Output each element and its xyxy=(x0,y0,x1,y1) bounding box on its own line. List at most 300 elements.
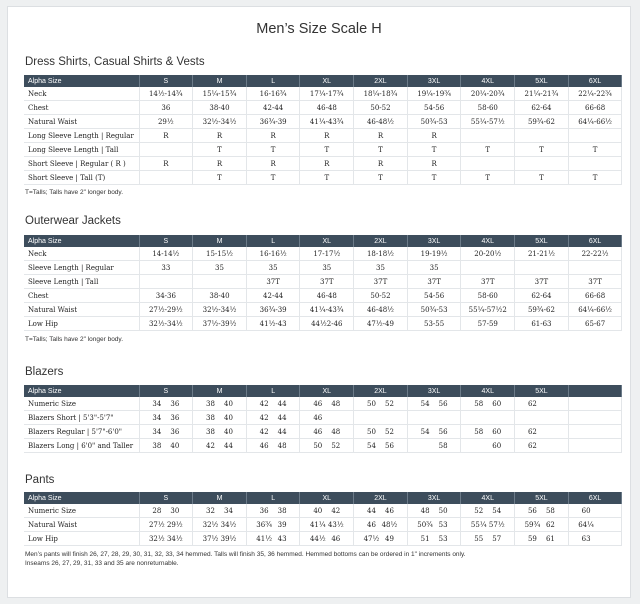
table-cell: 21¼-21¾ xyxy=(515,87,569,101)
cell-value: 32½ xyxy=(202,520,219,529)
table-cell: 46-48 xyxy=(300,289,354,303)
header-size: 3XL xyxy=(407,385,461,397)
cell-value: 34 xyxy=(224,506,233,515)
pants-table xyxy=(24,492,622,546)
cell-value: 42 xyxy=(206,441,215,450)
cell-value: 38 xyxy=(277,506,287,515)
table-cell xyxy=(568,129,622,143)
cell-value: 46 xyxy=(366,520,376,529)
cell-value: 60 xyxy=(492,427,502,436)
cell-value: 58 xyxy=(545,506,555,515)
table-cell: 15¼-15¾ xyxy=(193,87,247,101)
table-cell: R xyxy=(354,129,408,143)
header-alpha-size: Alpha Size xyxy=(24,75,139,87)
cell-value: 42 xyxy=(331,506,341,515)
table-cell xyxy=(246,532,300,546)
cell-value: 50 xyxy=(366,427,376,436)
table-row xyxy=(24,411,622,425)
cell-value: 32 xyxy=(206,506,215,515)
table-cell: T xyxy=(461,171,515,185)
table-row xyxy=(24,115,622,129)
table-cell-empty xyxy=(568,411,622,425)
table-cell xyxy=(139,397,193,411)
table-cell xyxy=(407,439,461,453)
header-row xyxy=(24,235,622,247)
table-cell: R xyxy=(193,129,247,143)
header-size: 5XL xyxy=(515,235,569,247)
table-cell: 36¾-39 xyxy=(246,115,300,129)
table-cell xyxy=(139,143,193,157)
table-row xyxy=(24,504,622,518)
table-cell xyxy=(461,411,515,425)
cell-value: 63 xyxy=(581,534,591,543)
table-cell: 20-20½ xyxy=(461,247,515,261)
table-row xyxy=(24,303,622,317)
table-cell xyxy=(354,518,408,532)
table-cell: 65-67 xyxy=(568,317,622,331)
row-label: Chest xyxy=(24,289,139,303)
cell-value: 40 xyxy=(224,427,233,436)
cell-value: 62 xyxy=(545,520,555,529)
table-cell: 50¾-53 xyxy=(407,115,461,129)
table-cell: R xyxy=(246,129,300,143)
table-cell: 37T xyxy=(246,275,300,289)
cell-value: 48 xyxy=(331,427,341,436)
table-cell xyxy=(300,518,354,532)
table-cell: 20¼-20¾ xyxy=(461,87,515,101)
table-cell xyxy=(461,157,515,171)
header-alpha-size: Alpha Size xyxy=(24,492,139,504)
table-cell xyxy=(461,504,515,518)
row-label: Chest xyxy=(24,101,139,115)
table-cell xyxy=(193,425,247,439)
table-cell: 35 xyxy=(354,261,408,275)
cell-value: 61 xyxy=(545,534,555,543)
table-cell: 37½-39½ xyxy=(193,317,247,331)
table-row xyxy=(24,157,622,171)
cell-value: 54 xyxy=(366,441,376,450)
row-label: Low Hip xyxy=(24,317,139,331)
row-label: Long Sleeve Length | Tall xyxy=(24,143,139,157)
table-cell xyxy=(193,532,247,546)
table-cell: 54-56 xyxy=(407,289,461,303)
header-size: XL xyxy=(300,385,354,397)
header-size: XL xyxy=(300,75,354,87)
header-size: L xyxy=(246,492,300,504)
cell-value: 38 xyxy=(206,413,215,422)
table-cell: R xyxy=(407,157,461,171)
header-size: S xyxy=(139,385,193,397)
table-cell: 44½2-46 xyxy=(300,317,354,331)
table-cell: 53-55 xyxy=(407,317,461,331)
table-cell: 18-18½ xyxy=(354,247,408,261)
cell-value: 32½ xyxy=(148,534,165,543)
cell-value: 43½ xyxy=(327,520,344,529)
table-cell xyxy=(193,275,247,289)
cell-value: 48 xyxy=(277,441,287,450)
header-size: 5XL xyxy=(515,75,569,87)
table-cell xyxy=(300,532,354,546)
header-size: 6XL xyxy=(568,492,622,504)
row-label: Short Sleeve | Tall (T) xyxy=(24,171,139,185)
table-cell: 33 xyxy=(139,261,193,275)
table-row xyxy=(24,101,622,115)
section-title-dress-shirts: Dress Shirts, Casual Shirts & Vests xyxy=(25,56,205,68)
table-cell xyxy=(246,504,300,518)
table-cell xyxy=(407,518,461,532)
table-cell: 37T xyxy=(300,275,354,289)
cell-value: 59¾ xyxy=(524,520,541,529)
cell-value: 46 xyxy=(259,441,269,450)
table-cell xyxy=(407,411,461,425)
table-cell: T xyxy=(568,143,622,157)
table-cell xyxy=(461,129,515,143)
table-cell xyxy=(461,518,515,532)
table-row xyxy=(24,439,622,453)
cell-value: 52 xyxy=(331,441,341,450)
table-cell: 55¼-57½ xyxy=(461,115,515,129)
table-cell: 66-68 xyxy=(568,289,622,303)
table-cell: T xyxy=(193,143,247,157)
header-size: 6XL xyxy=(568,235,622,247)
cell-value: 42 xyxy=(259,427,269,436)
cell-value: 58 xyxy=(474,399,484,408)
blazers-table xyxy=(24,385,622,453)
table-cell: T xyxy=(515,143,569,157)
cell-value: 46 xyxy=(313,413,323,422)
cell-value: 44 xyxy=(224,441,233,450)
table-cell xyxy=(407,397,461,411)
table-cell: 14-14½ xyxy=(139,247,193,261)
table-cell: 18¼-18¾ xyxy=(354,87,408,101)
cell-value: 39½ xyxy=(220,534,237,543)
cell-value: 40 xyxy=(224,399,233,408)
table-cell: 38-40 xyxy=(193,101,247,115)
table-cell xyxy=(515,425,569,439)
cell-value: 55 xyxy=(474,534,484,543)
row-label: Neck xyxy=(24,87,139,101)
cell-value: 34 xyxy=(152,399,162,408)
cell-value: 46 xyxy=(384,506,394,515)
cell-value: 52 xyxy=(474,506,484,515)
table-cell xyxy=(568,518,622,532)
dress-note: T=Talls; Talls have 2" longer body. xyxy=(25,189,123,196)
header-size: XL xyxy=(300,235,354,247)
cell-value: 34½ xyxy=(220,520,237,529)
table-cell xyxy=(193,518,247,532)
table-cell: 35 xyxy=(246,261,300,275)
table-cell: 57-59 xyxy=(461,317,515,331)
table-cell: 16-16½ xyxy=(246,247,300,261)
cell-value: 47½ xyxy=(363,534,380,543)
table-cell: 42-44 xyxy=(246,289,300,303)
table-row xyxy=(24,397,622,411)
table-cell: 54-56 xyxy=(407,101,461,115)
cell-value: 38 xyxy=(206,399,215,408)
table-row xyxy=(24,275,622,289)
cell-value: 34½ xyxy=(166,534,183,543)
table-cell: T xyxy=(246,143,300,157)
cell-value: 38 xyxy=(152,441,162,450)
table-cell: 19-19½ xyxy=(407,247,461,261)
cell-value: 60 xyxy=(581,506,591,515)
table-cell xyxy=(300,425,354,439)
table-cell xyxy=(354,504,408,518)
table-cell xyxy=(461,439,515,453)
row-label: Blazers Regular | 5'7"-6'0" xyxy=(24,425,139,439)
table-cell: 36¾-39 xyxy=(246,303,300,317)
table-cell: R xyxy=(193,157,247,171)
cell-value: 55¼ xyxy=(470,520,487,529)
cell-value: 39 xyxy=(277,520,287,529)
cell-value: 34 xyxy=(152,413,162,422)
table-cell xyxy=(246,397,300,411)
cell-value: 58 xyxy=(474,427,484,436)
table-cell-empty xyxy=(568,439,622,453)
table-cell: T xyxy=(354,171,408,185)
cell-value: 59 xyxy=(527,534,537,543)
table-cell xyxy=(300,504,354,518)
table-cell xyxy=(300,439,354,453)
row-label: Natural Waist xyxy=(24,518,139,532)
cell-value: 44½ xyxy=(309,534,326,543)
header-size: 4XL xyxy=(461,75,515,87)
table-cell: 29½ xyxy=(139,115,193,129)
cell-value: 48 xyxy=(420,506,430,515)
header-size: 3XL xyxy=(407,75,461,87)
cell-value: 46 xyxy=(313,427,323,436)
table-cell: 46-48 xyxy=(300,101,354,115)
table-cell xyxy=(300,397,354,411)
table-cell: 41¼-43¾ xyxy=(300,115,354,129)
cell-value: 49 xyxy=(384,534,394,543)
table-cell xyxy=(354,532,408,546)
table-cell: T xyxy=(515,171,569,185)
row-label: Sleeve Length | Tall xyxy=(24,275,139,289)
row-label: Long Sleeve Length | Regular xyxy=(24,129,139,143)
table-cell: 36 xyxy=(139,101,193,115)
table-cell xyxy=(515,411,569,425)
cell-value: 41½ xyxy=(256,534,272,543)
table-cell xyxy=(461,425,515,439)
table-cell xyxy=(515,261,569,275)
table-cell: 17¼-17¾ xyxy=(300,87,354,101)
section-title-outerwear: Outerwear Jackets xyxy=(25,215,121,227)
table-cell xyxy=(461,261,515,275)
table-cell: 58-60 xyxy=(461,289,515,303)
cell-value: 48½ xyxy=(381,520,398,529)
table-cell: T xyxy=(568,171,622,185)
header-size: 2XL xyxy=(354,492,408,504)
table-cell: T xyxy=(354,143,408,157)
header-size: XL xyxy=(300,492,354,504)
cell-value: 46 xyxy=(331,534,341,543)
table-cell: T xyxy=(193,171,247,185)
row-label: Natural Waist xyxy=(24,303,139,317)
header-size xyxy=(568,385,622,397)
table-cell: R xyxy=(139,129,193,143)
header-size: 4XL xyxy=(461,235,515,247)
cell-value: 40 xyxy=(313,506,323,515)
cell-value: 37½ xyxy=(202,534,219,543)
table-cell: 41½-43 xyxy=(246,317,300,331)
table-cell: T xyxy=(300,143,354,157)
header-alpha-size: Alpha Size xyxy=(24,385,139,397)
table-cell xyxy=(139,439,193,453)
table-cell xyxy=(193,439,247,453)
cell-value: 57½ xyxy=(488,520,505,529)
table-cell: 46-48½ xyxy=(354,303,408,317)
table-cell xyxy=(246,411,300,425)
size-chart-page xyxy=(7,6,631,598)
table-row xyxy=(24,317,622,331)
table-cell: T xyxy=(407,171,461,185)
table-row xyxy=(24,171,622,185)
table-cell: 14½-14¾ xyxy=(139,87,193,101)
table-cell: 50-52 xyxy=(354,101,408,115)
table-cell: 61-63 xyxy=(515,317,569,331)
table-cell-empty xyxy=(568,397,622,411)
header-size: M xyxy=(193,492,247,504)
header-size: S xyxy=(139,75,193,87)
cell-value: 42 xyxy=(259,413,269,422)
cell-value: 54 xyxy=(492,506,502,515)
table-row xyxy=(24,532,622,546)
table-cell: 46-48½ xyxy=(354,115,408,129)
cell-value: 30 xyxy=(170,506,180,515)
section-title-pants: Pants xyxy=(25,474,55,486)
table-cell: 55¼-57½2 xyxy=(461,303,515,317)
table-cell xyxy=(461,397,515,411)
row-label: Sleeve Length | Regular xyxy=(24,261,139,275)
table-cell xyxy=(568,504,622,518)
table-cell: 38-40 xyxy=(193,289,247,303)
table-cell: 64¼-66½ xyxy=(568,303,622,317)
table-cell xyxy=(515,518,569,532)
table-cell: 15-15½ xyxy=(193,247,247,261)
cell-value: 29½ xyxy=(166,520,183,529)
table-row xyxy=(24,425,622,439)
table-cell xyxy=(407,425,461,439)
header-size: M xyxy=(193,385,247,397)
cell-value: 36 xyxy=(170,399,180,408)
header-size: 5XL xyxy=(515,492,569,504)
cell-value: 40 xyxy=(170,441,180,450)
cell-value: 50 xyxy=(366,399,376,408)
cell-value: 43 xyxy=(277,534,287,543)
table-cell xyxy=(354,411,408,425)
table-cell xyxy=(354,439,408,453)
cell-value: 40 xyxy=(224,413,233,422)
table-cell: 22¼-22¾ xyxy=(568,87,622,101)
row-label: Numeric Size xyxy=(24,397,139,411)
table-cell: 21-21½ xyxy=(515,247,569,261)
table-cell xyxy=(515,504,569,518)
table-row xyxy=(24,518,622,532)
pants-note-hemming: Men’s pants will finish 26, 27, 28, 29, 30, 31, 32, 33, 34 hemmed. Talls will finish 35, 36 hemmed. Hemmed bottoms can be ordered in 1" increments only. xyxy=(25,551,466,558)
row-label: Blazers Long | 6'0" and Taller xyxy=(24,439,139,453)
table-cell: 41¼-43¾ xyxy=(300,303,354,317)
table-cell: R xyxy=(246,157,300,171)
cell-value: 41¼ xyxy=(309,520,326,529)
row-label: Neck xyxy=(24,247,139,261)
table-cell: 62-64 xyxy=(515,101,569,115)
table-cell: 32½-34½ xyxy=(139,317,193,331)
table-cell: R xyxy=(300,157,354,171)
header-size: 3XL xyxy=(407,235,461,247)
table-row xyxy=(24,247,622,261)
pants-note-inseams: Inseams 26, 27, 29, 31, 33 and 35 are nonreturnable. xyxy=(25,560,179,567)
table-cell xyxy=(407,504,461,518)
table-cell xyxy=(193,397,247,411)
table-cell xyxy=(139,275,193,289)
row-label: Natural Waist xyxy=(24,115,139,129)
header-size: 4XL xyxy=(461,385,515,397)
table-row xyxy=(24,129,622,143)
table-row xyxy=(24,143,622,157)
cell-value: 58 xyxy=(438,441,448,450)
header-size: 3XL xyxy=(407,492,461,504)
cell-value: 52 xyxy=(384,427,394,436)
section-title-blazers: Blazers xyxy=(25,366,64,378)
table-cell xyxy=(354,397,408,411)
header-size: L xyxy=(246,385,300,397)
table-cell: 47½-49 xyxy=(354,317,408,331)
row-label: Short Sleeve | Regular ( R ) xyxy=(24,157,139,171)
cell-value: 64¼ xyxy=(578,520,594,529)
page-title: Men’s Size Scale H xyxy=(256,21,382,37)
cell-value: 56 xyxy=(438,399,448,408)
header-size: 2XL xyxy=(354,75,408,87)
table-cell: 32½-34½ xyxy=(193,303,247,317)
cell-value: 51 xyxy=(420,534,430,543)
table-cell xyxy=(515,397,569,411)
table-cell: 37T xyxy=(568,275,622,289)
cell-value: 56 xyxy=(384,441,394,450)
header-size: S xyxy=(139,492,193,504)
table-cell: T xyxy=(407,143,461,157)
table-cell: R xyxy=(407,129,461,143)
table-cell: 42-44 xyxy=(246,101,300,115)
table-cell: 32½-34½ xyxy=(193,115,247,129)
dress-shirts-table xyxy=(24,75,622,185)
table-cell xyxy=(568,157,622,171)
table-cell xyxy=(246,518,300,532)
cell-value: 52 xyxy=(384,399,394,408)
cell-value: 62 xyxy=(527,399,537,408)
cell-value: 46 xyxy=(313,399,323,408)
table-cell: R xyxy=(139,157,193,171)
cell-value: 36 xyxy=(170,427,180,436)
table-cell xyxy=(300,411,354,425)
header-size: 2XL xyxy=(354,235,408,247)
outerwear-table xyxy=(24,235,622,331)
table-cell: 35 xyxy=(300,261,354,275)
header-size: 6XL xyxy=(568,75,622,87)
cell-value: 36 xyxy=(259,506,269,515)
table-cell-empty xyxy=(568,425,622,439)
table-cell: 37T xyxy=(354,275,408,289)
cell-value: 57 xyxy=(492,534,502,543)
cell-value: 62 xyxy=(527,427,537,436)
table-cell xyxy=(246,439,300,453)
table-cell: 59¾-62 xyxy=(515,303,569,317)
table-cell: 58-60 xyxy=(461,101,515,115)
header-size: M xyxy=(193,235,247,247)
table-cell: 35 xyxy=(407,261,461,275)
table-cell xyxy=(515,157,569,171)
table-cell xyxy=(246,425,300,439)
